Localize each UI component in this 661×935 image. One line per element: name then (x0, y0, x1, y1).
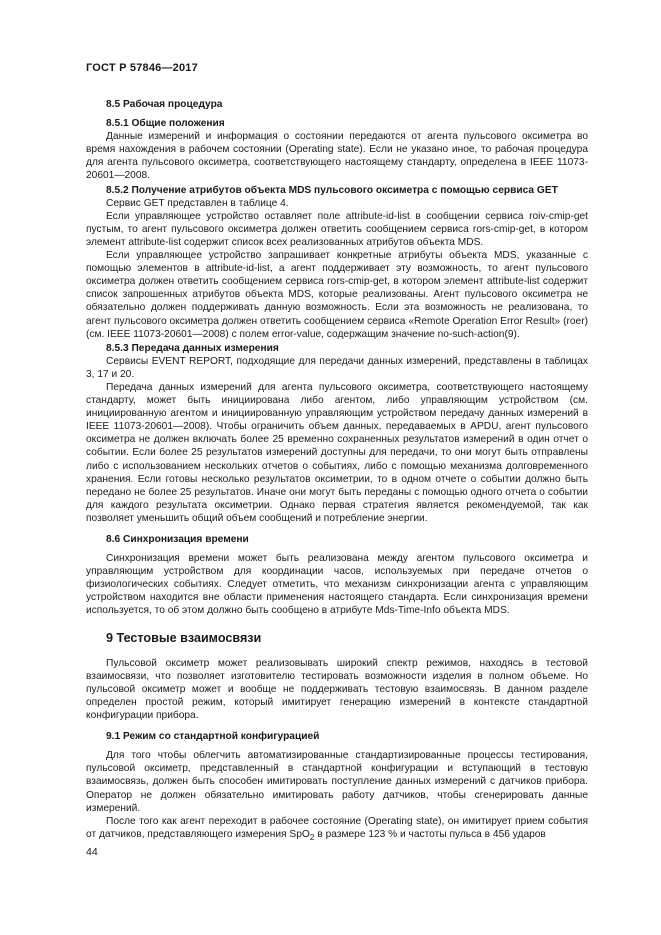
chapter-9-heading: 9 Тестовые взаимосвязи (106, 630, 262, 645)
subscript: 2 (309, 831, 315, 842)
paragraph: Сервисы EVENT REPORT, подходящие для передачи данных измерений, представлены в таблицах 3, 17 и 20. (86, 355, 588, 380)
paragraph: Синхронизация времени может быть реализована между агентом пульсового оксиметра и управляющим устройством для координации часов, используемых при передаче отчетов о физиологических событиях. Следует отметить, что механизм синхронизации агента с управляющим устройством находится вне области применения настоящего стандарта. Если синхронизация времени используется, то об этом должно быть сообщено в атрибуте Mds-Time-Info объекта MDS. (86, 553, 588, 617)
section-8-6-heading: 8.6 Синхронизация времени (106, 534, 249, 545)
document-body (86, 90, 588, 844)
section-8-5-heading: 8.5 Рабочая процедура (106, 99, 223, 110)
section-8-5-2-heading: 8.5.2 Получение атрибутов объекта MDS пульсового оксиметра с помощью сервиса GET (106, 184, 558, 196)
section-8-5-1-heading: 8.5.1 Общие положения (106, 118, 225, 130)
paragraph: Если управляющее устройство оставляет поле attribute-id-list в сообщении сервиса roiv-cmip-get пустым, то агент пульсового оксиметра должен ответить сообщением сервиса rors-cmip-get, в котором элемент attribute-list содержит список всех реализованных атрибутов объекта MDS. (86, 210, 588, 248)
paragraph (86, 815, 588, 844)
paragraph: Данные измерений и информация о состоянии передаются от агента пульсового оксиметра во время нахождения в рабочем состоянии (Operating state). Если не указано иное, то рабочая процедура для агента пульсового оксиметра, соответствующего настоящему стандарту, определена в IEEE 11073-20601—2008. (86, 131, 588, 182)
section-9-1-heading: 9.1 Режим со стандартной конфигурацией (106, 731, 320, 743)
paragraph: Если управляющее устройство запрашивает конкретные атрибуты объекта MDS, указанные с помощью элементов в attribute-id-list, а агент поддерживает эту возможность, то агент пульсового оксиметра должен ответить сообщением сервиса rors-cmip-get, в котором элемент attribute-list содержит список запрошенных атрибутов объекта MDS, которые реализованы. Агент пульсового оксиметра не обязательно должен поддерживать данную возможность. Если эта возможность не реализована, то агент пульсового оксиметра должен ответить сообщением сервиса «Remote Operation Error Result» (roer) (см. IEEE 11073-20601—2008) с полем error-value, содержащим значение no-such-action(9). (86, 250, 588, 340)
paragraph: Пульсовой оксиметр может реализовывать широкий спектр режимов, находясь в тестовой взаимосвязи, что позволяет изготовителю тестировать возможности изделия в полном объеме. Но пульсовой оксиметр может и вообще не поддерживать тестовую взаимосвязь. В данном разделе определен простой режим, который имитирует генерацию измерений в контексте стандартной конфигурации прибора. (86, 657, 588, 722)
page-number: 44 (86, 846, 98, 858)
text-run: После того как агент переходит в рабочее состояние (Operating state), он имитирует прием события от датчиков, представляющего измерения SpO (86, 815, 588, 840)
paragraph: Сервис GET представлен в таблице 4. (106, 197, 289, 209)
standard-header: ГОСТ Р 57846—2017 (86, 62, 198, 74)
text-run: в размере 123 % и частоты пульса в 456 ударов (314, 828, 546, 840)
section-8-5-3-heading: 8.5.3 Передача данных измерения (106, 342, 279, 354)
paragraph: Для того чтобы облегчить автоматизированные стандартизированные процессы тестирования, пульсовой оксиметр, представленный в стандартной конфигурации и вступающий в тестовую взаимосвязь, должен быть способен имитировать поступление данных измерений с датчиков прибора. Оператор не должен обязательно имитировать работу датчиков, чтобы сгенерировать данные измерений. (86, 750, 588, 814)
paragraph: Передача данных измерений для агента пульсового оксиметра, соответствующего настоящему стандарту, может быть инициирована либо агентом, либо управляющим устройством (см. инициированную агентом и инициированную управляющим устройством передачу данных измерений в IEEE 11073-20601—2008). Чтобы ограничить объем данных, передаваемых в APDU, агент пульсового оксиметра не должен включать более 25 временно сохраненных результатов измерений в один отчет о событии. Если более 25 результатов измерений доступны для передачи, то они могут быть отправлены либо с использованием нескольких отчетов о событиях, либо с помощью механизма долговременного хранения. Если готовы несколько результатов оксиметрии, то в одном отчете о событии должно быть передано не более 25 результатов. Иначе они могут быть переданы с помощью одного отчета о событии для каждого результата оксиметрии. Однако первая стратегия является рекомендуемой, так как позволяет уменьшить общий объем сообщений и потребление энергии. (86, 381, 588, 524)
